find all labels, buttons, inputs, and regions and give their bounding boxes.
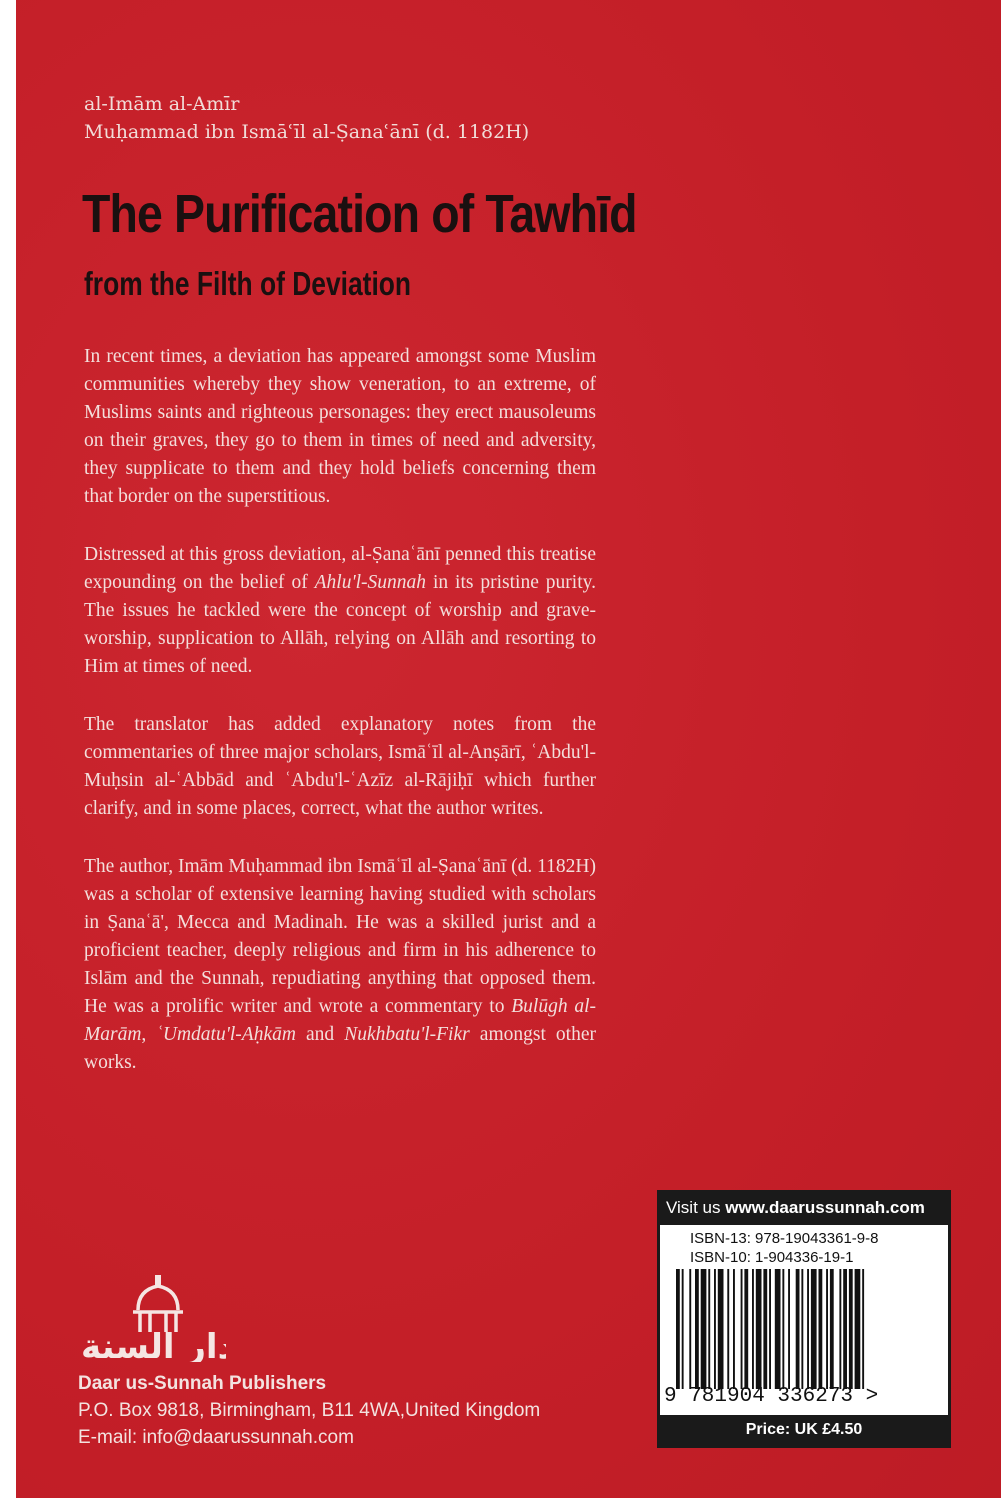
author-name: Muḥammad ibn Ismāʿīl al-Ṣanaʿānī (d. 1182H) — [84, 121, 530, 143]
website-link[interactable]: www.daarussunnah.com — [725, 1198, 925, 1217]
author-honorific: al-Imām al-Amīr — [84, 93, 240, 115]
author-block — [84, 90, 529, 146]
blurb-italic-term: Ahlu'l-Sunnah — [314, 572, 427, 593]
blurb-text: Distressed at this gross deviation, al-Ṣanaʿānī penned this treatise expounding on the belief of — [84, 544, 596, 593]
barcode-icon — [668, 1269, 944, 1389]
blurb-paragraph-3: The translator has added explanatory notes from the commentaries of three major scholars, Ismāʿīl al-Anṣārī, ʿAbdu'l-Muḥsin al-ʿAbbād and ʿAbdu'l-ʿAzīz al-Rājiḥī which further clarify, and in some places, correct, what the author writes. — [84, 714, 596, 819]
website-banner — [660, 1193, 948, 1225]
blurb-italic-term: Bulūgh al-Marām — [84, 996, 596, 1045]
blurb-italic-term: ʿUmdatu'l-Aḥkām — [156, 1024, 296, 1045]
blurb — [84, 343, 596, 1107]
book-subtitle: from the Filth of Deviation — [84, 265, 412, 302]
publisher-logo — [76, 1272, 226, 1362]
blurb-paragraph-4 — [84, 853, 596, 1077]
isbn-13: ISBN-13: 978-19043361-9-8 — [690, 1230, 879, 1247]
blurb-paragraph-1: In recent times, a deviation has appeared amongst some Muslim communities whereby they show veneration, to an extreme, of Muslims saints and righteous personages: they erect mausoleums on their graves, they go to them in times of need and adversity, they supplicate to them and they hold beliefs concerning them that border on the superstitious. — [84, 346, 596, 507]
blurb-italic-term: Nukhbatu'l-Fikr — [344, 1024, 470, 1045]
blurb-text: in its pristine purity. The issues he tackled were the concept of worship and grave-worship, supplication to Allāh, relying on Allāh and resorting to Him at times of need. — [84, 572, 596, 677]
dome-logo-icon — [76, 1272, 226, 1362]
publisher-info — [78, 1370, 540, 1451]
visit-label: Visit us — [666, 1198, 721, 1217]
isbn-10: ISBN-10: 1-904336-19-1 — [690, 1249, 854, 1266]
publisher-name: Daar us-Sunnah Publishers — [78, 1373, 327, 1394]
barcode-box — [657, 1190, 951, 1448]
book-title: The Purification of Tawhīd — [82, 184, 637, 244]
price-label: Price: UK £4.50 — [660, 1415, 948, 1445]
blurb-text: amongst other works. — [84, 1024, 597, 1073]
blurb-paragraph-2 — [84, 541, 596, 681]
barcode-digits: 9 781904 336273 > — [664, 1385, 879, 1408]
blurb-text: and — [295, 1024, 345, 1045]
logo-arabic-text: دار السنة — [80, 1327, 226, 1362]
publisher-address: P.O. Box 9818, Birmingham, B11 4WA,United Kingdom — [78, 1400, 541, 1421]
blurb-text: The author, Imām Muḥammad ibn Ismāʿīl al-Ṣanaʿānī (d. 1182H) was a scholar of extensive learning having studied with scholars in Ṣanaʿā', Mecca and Madinah. He was a skilled jurist and a proficient teacher, deeply religious and firm in his adherence to Islām and the Sunnah, repudiating anything that opposed them. He was a prolific writer and wrote a commentary to — [84, 856, 596, 1017]
publisher-email: E-mail: info@daarussunnah.com — [78, 1427, 354, 1448]
blurb-text: , — [141, 1024, 157, 1045]
